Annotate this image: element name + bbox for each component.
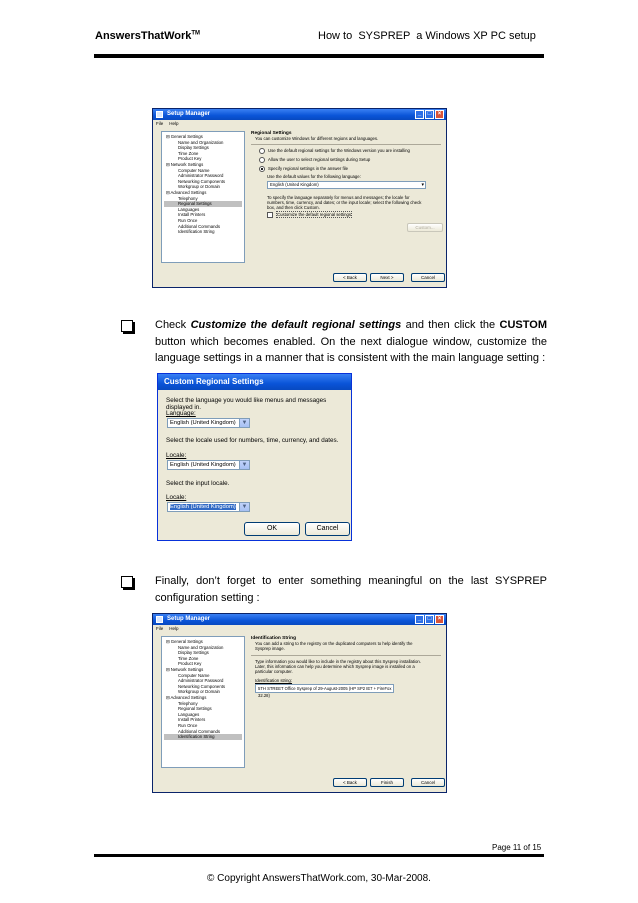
- identification-description: Type information you would like to include in the registry about this Sysprep installation. Later, this information can help you determine which Sysprep image is installed on a particular computer.: [255, 658, 421, 675]
- tree-item[interactable]: Name and Organization: [178, 139, 224, 145]
- identification-string-panel: [251, 636, 441, 699]
- tree-item[interactable]: Administrator Password: [178, 173, 224, 179]
- tree-item[interactable]: Languages: [178, 711, 200, 717]
- instruction-paragraph-1: Check Customize the default regional settings and then click the CUSTOM button which becomes enabled. On the next dialogue window, customize the language settings in a manner that is consistent with the main language setting :: [155, 319, 547, 364]
- tree-item[interactable]: Workgroup or Domain: [178, 689, 220, 695]
- tree-item[interactable]: Telephony: [178, 700, 198, 706]
- tree-item[interactable]: Run Once: [178, 722, 198, 728]
- maximize-icon[interactable]: □: [425, 110, 434, 119]
- panel-subtitle: You can add a string to the registry on the duplicated computers to help identify the Sysprep image.: [255, 641, 413, 652]
- menu-help[interactable]: Help: [169, 121, 179, 126]
- tree-item[interactable]: ⊟ Network Settings: [166, 666, 204, 672]
- tree-item[interactable]: Install Printers: [178, 212, 206, 218]
- tree-item[interactable]: ⊟ Advanced Settings: [166, 694, 207, 700]
- custom-button[interactable]: Custom...: [407, 223, 443, 232]
- setup-manager-window-identification: [152, 613, 447, 793]
- tree-item[interactable]: Computer Name: [178, 167, 210, 173]
- tree-item[interactable]: Identification String: [164, 734, 242, 740]
- copyright-footer: © Copyright AnswersThatWork.com, 30-Mar-2008.: [207, 873, 431, 884]
- tree-item[interactable]: Languages: [178, 206, 200, 212]
- tree-item[interactable]: Administrator Password: [178, 678, 224, 684]
- document-title: How to SYSPREP a Windows XP PC setup: [318, 30, 536, 42]
- tree-item[interactable]: Display Settings: [178, 650, 209, 656]
- minimize-icon[interactable]: _: [415, 110, 424, 119]
- identification-label: Identification string:: [255, 678, 293, 684]
- cancel-button[interactable]: Cancel: [411, 273, 445, 282]
- chevron-down-icon: ▼: [239, 419, 249, 427]
- tree-item[interactable]: Telephony: [178, 195, 198, 201]
- brand-name: AnswersThatWork™: [95, 30, 201, 42]
- back-button[interactable]: < Back: [333, 778, 367, 787]
- tree-item[interactable]: Product Key: [178, 156, 202, 162]
- page-number: Page 11 of 15: [492, 843, 542, 852]
- panel-title: Regional Settings: [251, 131, 292, 136]
- menu-bar: [153, 120, 446, 127]
- close-icon[interactable]: ×: [435, 110, 444, 119]
- chevron-down-icon: ▼: [239, 503, 249, 511]
- locale-label: Locale:: [166, 452, 187, 459]
- maximize-icon[interactable]: □: [425, 615, 434, 624]
- tree-item[interactable]: Regional Settings: [178, 706, 212, 712]
- tree-item[interactable]: Name and Organization: [178, 644, 224, 650]
- locale-select[interactable]: English (United Kingdom) ▼: [167, 460, 250, 470]
- menu-bar: [153, 625, 446, 632]
- menu-file[interactable]: File: [156, 626, 164, 631]
- option-default-regional[interactable]: Use the default regional settings for the Windows version you are installing: [259, 148, 441, 154]
- input-locale-label: Locale:: [166, 494, 187, 501]
- instruction-paragraph-2: Finally, don’t forget to enter something meaningful on the last SYSPREP configuration setting :: [155, 575, 547, 604]
- settings-tree[interactable]: [161, 636, 245, 768]
- input-locale-prompt: Select the input locale.: [166, 480, 230, 487]
- tree-item[interactable]: Time Zone: [178, 655, 199, 661]
- radio-icon: [259, 157, 265, 163]
- tree-item[interactable]: ⊟ Network Settings: [166, 161, 204, 167]
- tree-item[interactable]: ⊟ Advanced Settings: [166, 189, 207, 195]
- header-rule: [94, 54, 544, 58]
- default-values-label: Use the default values for the following language:: [267, 174, 361, 180]
- input-locale-select[interactable]: English (United Kingdom) ▼: [167, 502, 250, 512]
- language-select[interactable]: English (United Kingdom) ▾: [267, 181, 426, 189]
- close-icon[interactable]: ×: [435, 615, 444, 624]
- setup-manager-icon: [156, 111, 163, 118]
- custom-regional-settings-dialog: [157, 373, 352, 541]
- finish-button[interactable]: Finish: [370, 778, 404, 787]
- window-titlebar: Setup Manager _ □ ×: [153, 614, 446, 625]
- tree-item[interactable]: Regional Settings: [164, 201, 242, 207]
- language-select[interactable]: English (United Kingdom) ▼: [167, 418, 250, 428]
- bullet-checkbox-icon: [121, 320, 133, 332]
- cancel-button[interactable]: Cancel: [305, 522, 350, 536]
- back-button[interactable]: < Back: [333, 273, 367, 282]
- cancel-button[interactable]: Cancel: [411, 778, 445, 787]
- tree-item[interactable]: Display Settings: [178, 145, 209, 151]
- menu-help[interactable]: Help: [169, 626, 179, 631]
- language-label: Language:: [166, 410, 196, 417]
- tree-item[interactable]: Additional Commands: [178, 728, 221, 734]
- minimize-icon[interactable]: _: [415, 615, 424, 624]
- panel-title: Identification String: [251, 636, 297, 641]
- tree-item[interactable]: Computer Name: [178, 672, 210, 678]
- tree-item[interactable]: Networking Components: [178, 683, 226, 689]
- radio-icon: [259, 148, 265, 154]
- specify-text: To specify the language separately for menus and messages; the locale for numbers, time, currency, and dates; or the input locale; select the following check box, and then click Custom.: [267, 194, 422, 211]
- checkbox-icon: [267, 212, 273, 218]
- radio-selected-icon: [259, 166, 265, 172]
- window-titlebar: Setup Manager _ □ ×: [153, 109, 446, 120]
- tree-item[interactable]: Install Printers: [178, 717, 206, 723]
- chevron-down-icon: ▼: [239, 461, 249, 469]
- tree-item[interactable]: Workgroup or Domain: [178, 184, 220, 190]
- next-button[interactable]: Next >: [370, 273, 404, 282]
- tree-item[interactable]: ⊟ General Settings: [166, 639, 203, 644]
- tree-item[interactable]: Networking Components: [178, 178, 226, 184]
- bullet-checkbox-icon: [121, 576, 133, 588]
- tree-item[interactable]: Run Once: [178, 217, 198, 223]
- customize-checkbox[interactable]: Customize the default regional settings: [267, 212, 441, 218]
- option-user-select[interactable]: Allow the user to select regional settings during Setup: [259, 157, 441, 163]
- footer-rule: [94, 854, 544, 857]
- ok-button[interactable]: OK: [244, 522, 300, 536]
- option-specify-answer-file[interactable]: Specify regional settings in the answer file: [259, 166, 441, 172]
- language-prompt: Select the language you would like menus and messages displayed in.: [166, 397, 327, 411]
- dialog-title: Custom Regional Settings: [158, 374, 351, 390]
- identification-string-input[interactable]: 5TH STREET Office Sysprep of 29-August-2005 (HP SP2 IE7 + FireFox 32.28): [255, 684, 394, 693]
- regional-settings-panel: [251, 131, 441, 218]
- panel-subtitle: You can customize Windows for different regions and languages.: [255, 136, 379, 142]
- tree-item[interactable]: Product Key: [178, 661, 202, 667]
- tree-item[interactable]: ⊟ General Settings: [166, 134, 203, 139]
- tree-item[interactable]: Identification String: [178, 229, 215, 235]
- settings-tree[interactable]: [161, 131, 245, 263]
- menu-file[interactable]: File: [156, 121, 164, 126]
- setup-manager-icon: [156, 616, 163, 623]
- setup-manager-window-regional: [152, 108, 447, 288]
- tree-item[interactable]: Additional Commands: [178, 223, 221, 229]
- locale-prompt: Select the locale used for numbers, time, currency, and dates.: [166, 437, 339, 444]
- tree-item[interactable]: Time Zone: [178, 150, 199, 156]
